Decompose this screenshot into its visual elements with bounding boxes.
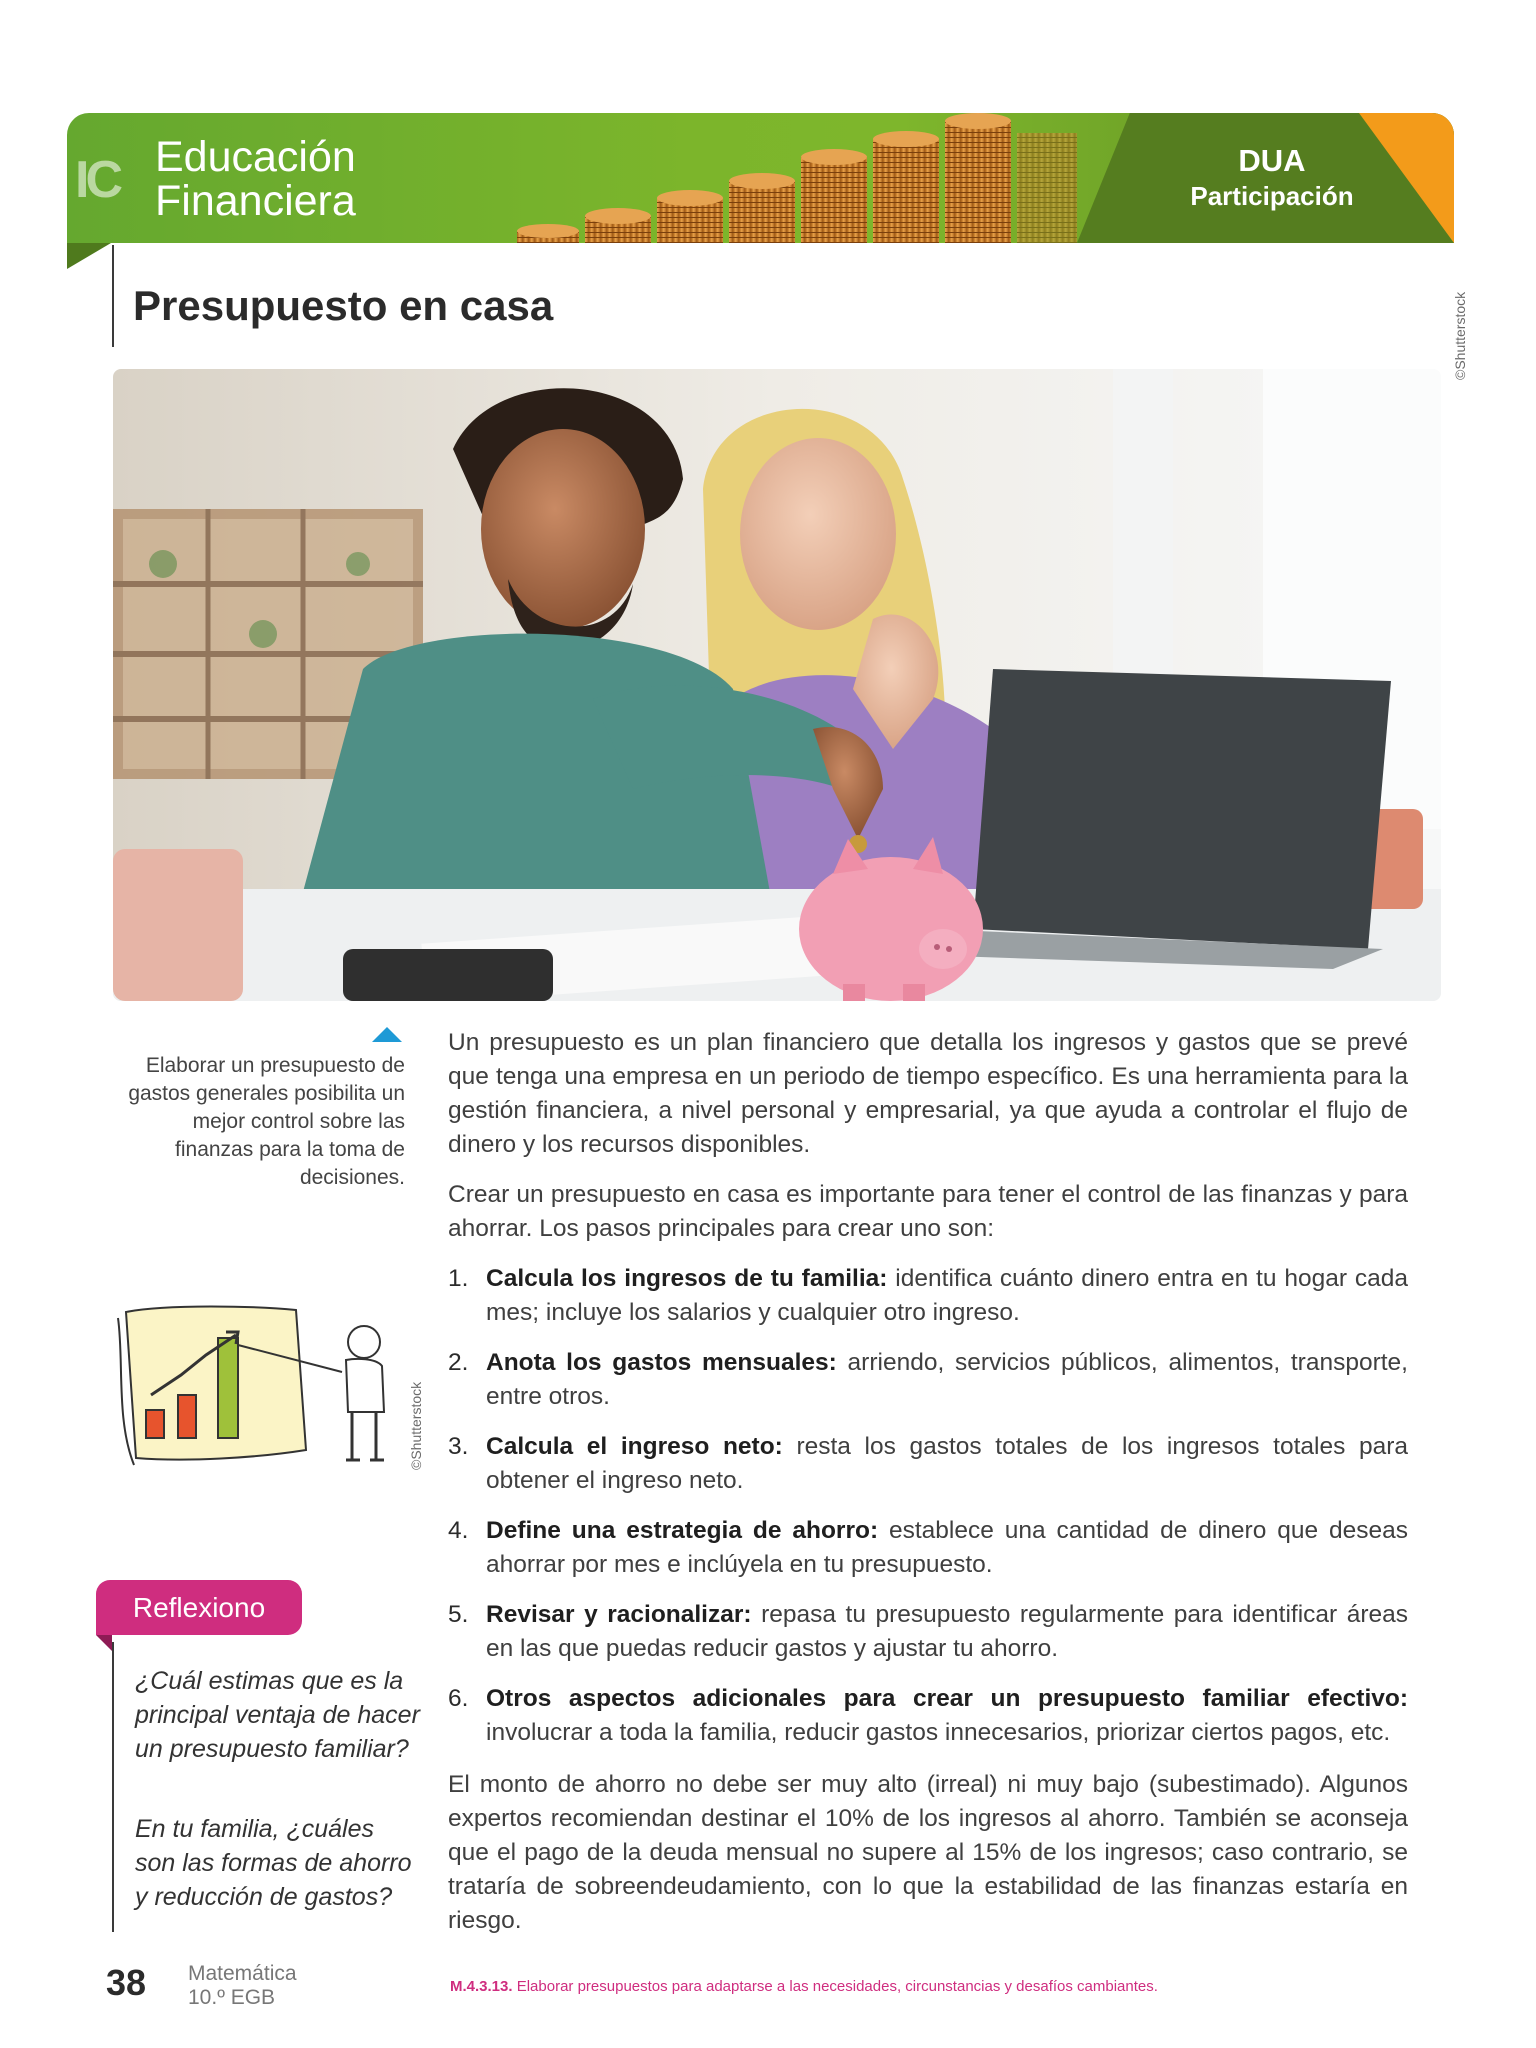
step-number: 4. (448, 1517, 469, 1544)
reflexiono-tab: Reflexiono (96, 1580, 302, 1635)
step-lead: Calcula el ingreso neto: (486, 1433, 783, 1460)
step-lead: Revisar y racionalizar: (486, 1601, 752, 1628)
footer-subject: Matemática (188, 1962, 297, 1985)
coin-stacks-image (517, 113, 1177, 243)
step-number: 3. (448, 1433, 469, 1460)
photo-caption: Elaborar un presupuesto de gastos generales posibilita un mejor control sobre las finanzas para la toma de decisiones. (128, 1054, 405, 1189)
step-lead: Otros aspectos adicionales para crear un presupuesto familiar efectivo: (486, 1685, 1408, 1712)
step-text: establece una cantidad de dinero que deseas ahorrar por mes e inclúyela en tu presupuesto. (486, 1517, 1408, 1578)
couple-piggy-bank-photo (113, 369, 1441, 1001)
presentation-chart-illustration (106, 1300, 416, 1480)
step-number: 5. (448, 1601, 469, 1628)
coin-stack (517, 113, 1077, 243)
step-text: identifica cuánto dinero entra en tu hogar cada mes; incluye los salarios y cualquier otro ingreso. (486, 1265, 1408, 1326)
step-lead: Calcula los ingresos de tu familia: (486, 1265, 888, 1292)
step-item (448, 1514, 1408, 1582)
step-text: repasa tu presupuesto regularmente para identificar áreas en las que puedas reducir gastos y ajustar tu ahorro. (486, 1601, 1409, 1662)
page-number: 38 (106, 1962, 147, 2003)
intro-paragraph: Un presupuesto es un plan financiero que detalla los ingresos y gastos que se prevé que tenga una empresa en un periodo de tiempo específico. Es una herramienta para la gestión financiera, a nivel personal y empresarial, ya que ayuda a controlar el flujo de dinero y los recursos disponibles. (448, 1029, 1408, 1158)
section-title: Educación Financiera (155, 133, 356, 225)
steps-intro-paragraph: Crear un presupuesto en casa es importante para tener el control de las finanzas y para ahorrar. Los pasos principales para crear uno son: (448, 1181, 1408, 1242)
banner-fold (67, 243, 111, 269)
step-item (448, 1598, 1408, 1666)
reflexiono-question-2: En tu familia, ¿cuáles son las formas de ahorro y reducción de gastos? (135, 1815, 412, 1911)
caption-arrow-icon (372, 1027, 402, 1042)
dua-title: DUA (1238, 143, 1306, 178)
title-rule (112, 245, 114, 347)
step-item (448, 1346, 1408, 1414)
step-text: arriendo, servicios públicos, alimentos, transporte, entre otros. (486, 1349, 1408, 1410)
step-text: resta los gastos totales de los ingresos totales para obtener el ingreso neto. (486, 1433, 1408, 1494)
ic-logo-badge: IC (75, 151, 119, 209)
closing-paragraph: El monto de ahorro no debe ser muy alto (irreal) ni muy bajo (subestimado). Algunos expertos recomiendan destinar el 10% de los ingresos al ahorro. También se aconseja que el pago de la deuda mensual no supere al 15% de los ingresos; caso contrario, se trataría de sobreendeudamiento, con lo que la estabilidad de las finanzas estaría en riesgo. (448, 1771, 1408, 1934)
reflexiono-fold (96, 1635, 112, 1651)
footer-skill-criterion (450, 1978, 1158, 1995)
step-lead: Define una estrategia de ahorro: (486, 1517, 879, 1544)
illustration-credit: ©Shutterstock (408, 1381, 424, 1470)
step-number: 6. (448, 1685, 469, 1712)
step-number: 1. (448, 1265, 469, 1292)
reflexiono-question-1: ¿Cuál estimas que es la principal ventaja de hacer un presupuesto familiar? (135, 1667, 420, 1763)
step-number: 2. (448, 1349, 469, 1376)
skill-code: M.4.3.13. (450, 1978, 513, 1995)
footer-grade: 10.º EGB (188, 1986, 276, 2009)
step-item (448, 1682, 1408, 1750)
section-banner (67, 113, 1454, 243)
reflexiono-rule (112, 1642, 114, 1932)
step-item (448, 1430, 1408, 1498)
step-text: involucrar a toda la familia, reducir gastos innecesarios, priorizar ciertos pagos, etc. (486, 1719, 1391, 1746)
skill-text: Elaborar presupuestos para adaptarse a las necesidades, circunstancias y desafíos cambiantes. (512, 1978, 1158, 1995)
step-lead: Anota los gastos mensuales: (486, 1349, 837, 1376)
step-item (448, 1262, 1408, 1330)
dua-subtitle: Participación (1190, 181, 1354, 211)
photo-credit: ©Shutterstock (1452, 291, 1468, 380)
page-title: Presupuesto en casa (133, 282, 554, 329)
